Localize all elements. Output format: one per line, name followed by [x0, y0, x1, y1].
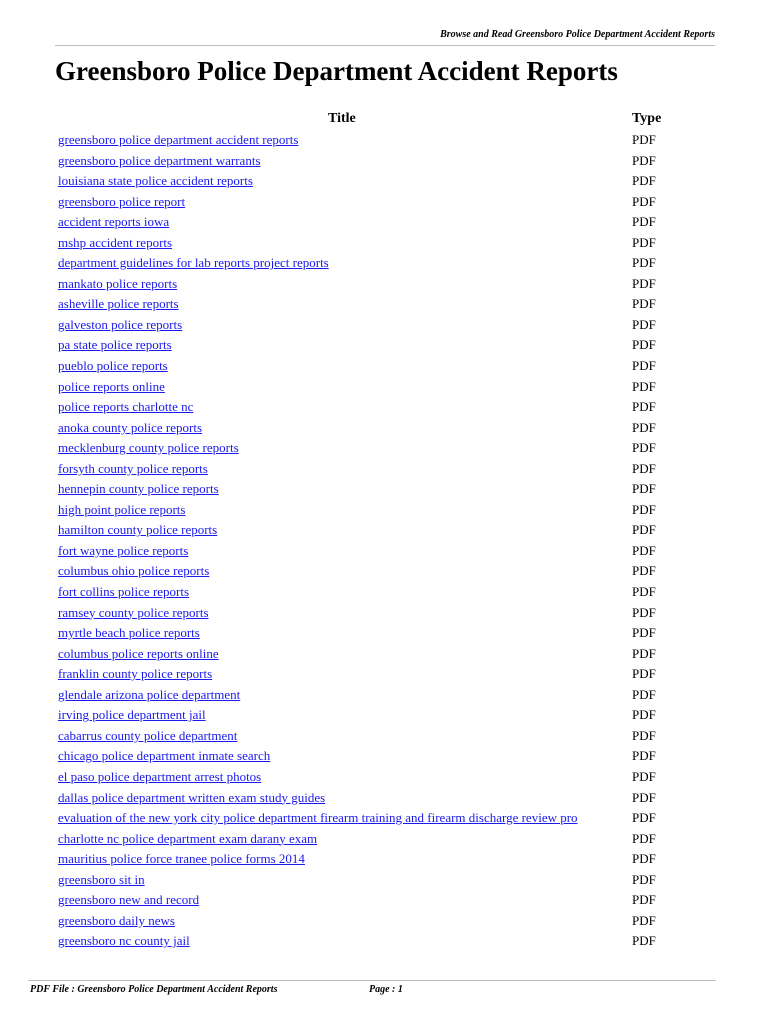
- table-row: [58, 726, 718, 747]
- document-link[interactable]: pueblo police reports: [58, 358, 168, 374]
- table-row: [58, 623, 718, 644]
- table-row: [58, 377, 718, 398]
- table-row: [58, 767, 718, 788]
- document-title: Greensboro Police Department Accident Reports: [55, 56, 618, 86]
- file-type-label: PDF: [632, 933, 656, 949]
- document-link[interactable]: greensboro police department warrants: [58, 152, 261, 168]
- document-link[interactable]: anoka county police reports: [58, 419, 203, 435]
- table-row: [58, 130, 718, 151]
- file-type-label: PDF: [632, 337, 656, 353]
- file-type-label: PDF: [632, 399, 656, 415]
- document-link[interactable]: mankato police reports: [58, 275, 178, 291]
- document-link[interactable]: ramsey county police reports: [58, 604, 209, 620]
- document-link[interactable]: myrtle beach police reports: [58, 625, 200, 641]
- file-type-label: PDF: [632, 686, 656, 702]
- table-row: [58, 644, 718, 665]
- table-row: [58, 500, 718, 521]
- document-list: [58, 130, 718, 952]
- footer-page-number: Page : 1: [369, 984, 403, 995]
- table-row: [58, 233, 718, 254]
- document-link[interactable]: greensboro police report: [58, 193, 186, 209]
- table-row: [58, 315, 718, 336]
- file-type-label: PDF: [632, 645, 656, 661]
- file-type-label: PDF: [632, 275, 656, 291]
- file-type-label: PDF: [632, 234, 656, 250]
- file-type-label: PDF: [632, 830, 656, 846]
- table-row: [58, 870, 718, 891]
- file-type-label: PDF: [632, 666, 656, 682]
- file-type-label: PDF: [632, 604, 656, 620]
- document-link[interactable]: evaluation of the new york city police department firearm training and firearm discharge review pro: [58, 810, 578, 826]
- file-type-label: PDF: [632, 132, 656, 147]
- document-link[interactable]: irving police department jail: [58, 707, 206, 723]
- file-type-label: PDF: [632, 522, 656, 538]
- file-type-label: PDF: [632, 892, 656, 908]
- table-row: [58, 438, 718, 459]
- file-type-label: PDF: [632, 542, 656, 558]
- document-link[interactable]: glendale arizona police department: [58, 686, 241, 702]
- table-row: [58, 829, 718, 850]
- table-row: [58, 335, 718, 356]
- document-link[interactable]: fort collins police reports: [58, 584, 190, 600]
- document-link[interactable]: pa state police reports: [58, 337, 172, 353]
- file-type-label: PDF: [632, 851, 656, 867]
- file-type-label: PDF: [632, 768, 656, 784]
- file-type-label: PDF: [632, 214, 656, 230]
- table-row: [58, 788, 718, 809]
- footer-file-label: PDF File : Greensboro Police Department Accident Reports: [30, 984, 278, 995]
- document-link[interactable]: el paso police department arrest photos: [58, 768, 262, 784]
- document-link[interactable]: police reports online: [58, 378, 165, 394]
- table-row: [58, 890, 718, 911]
- table-row: [58, 253, 718, 274]
- document-link[interactable]: dallas police department written exam study guides: [58, 789, 326, 805]
- document-link[interactable]: greensboro daily news: [58, 912, 175, 928]
- file-type-label: PDF: [632, 501, 656, 517]
- table-row: [58, 171, 718, 192]
- document-link[interactable]: high point police reports: [58, 501, 186, 517]
- table-row: [58, 911, 718, 932]
- document-link[interactable]: charlotte nc police department exam darany exam: [58, 830, 318, 846]
- file-type-label: PDF: [632, 707, 656, 723]
- table-row: [58, 274, 718, 295]
- table-row: [58, 603, 718, 624]
- file-type-label: PDF: [632, 748, 656, 764]
- document-link[interactable]: chicago police department inmate search: [58, 748, 271, 764]
- document-link[interactable]: mecklenburg county police reports: [58, 440, 239, 456]
- table-row: [58, 705, 718, 726]
- document-link[interactable]: louisiana state police accident reports: [58, 173, 253, 189]
- table-row: [58, 192, 718, 213]
- document-link[interactable]: columbus police reports online: [58, 645, 219, 661]
- table-row: [58, 664, 718, 685]
- table-row: [58, 520, 718, 541]
- table-row: [58, 418, 718, 439]
- document-link[interactable]: hamilton county police reports: [58, 522, 218, 538]
- table-row: [58, 561, 718, 582]
- file-type-label: PDF: [632, 316, 656, 332]
- file-type-label: PDF: [632, 871, 656, 887]
- file-type-label: PDF: [632, 193, 656, 209]
- table-row: [58, 294, 718, 315]
- document-link[interactable]: franklin county police reports: [58, 666, 213, 682]
- table-row: [58, 931, 718, 952]
- file-type-label: PDF: [632, 481, 656, 497]
- table-row: [58, 397, 718, 418]
- column-header-title: Title: [328, 111, 356, 126]
- file-type-label: PDF: [632, 173, 656, 189]
- file-type-label: PDF: [632, 296, 656, 312]
- document-link[interactable]: department guidelines for lab reports project reports: [58, 255, 329, 271]
- table-row: [58, 479, 718, 500]
- document-link[interactable]: greensboro nc county jail: [58, 933, 190, 949]
- header-divider: [55, 45, 715, 46]
- table-row: [58, 459, 718, 480]
- file-type-label: PDF: [632, 789, 656, 805]
- document-link[interactable]: greensboro new and record: [58, 892, 200, 908]
- file-type-label: PDF: [632, 460, 656, 476]
- document-link[interactable]: accident reports iowa: [58, 214, 170, 230]
- column-header-type: Type: [632, 111, 662, 126]
- table-row: [58, 685, 718, 706]
- document-link[interactable]: hennepin county police reports: [58, 481, 219, 497]
- document-link[interactable]: greensboro police department accident reports: [58, 132, 299, 147]
- file-type-label: PDF: [632, 912, 656, 928]
- document-link[interactable]: galveston police reports: [58, 316, 183, 332]
- table-row: [58, 356, 718, 377]
- file-type-label: PDF: [632, 255, 656, 271]
- table-row: [58, 582, 718, 603]
- table-row: [58, 151, 718, 172]
- document-link[interactable]: mshp accident reports: [58, 234, 173, 250]
- file-type-label: PDF: [632, 378, 656, 394]
- table-row: [58, 849, 718, 870]
- file-type-label: PDF: [632, 727, 656, 743]
- file-type-label: PDF: [632, 563, 656, 579]
- document-link[interactable]: forsyth county police reports: [58, 460, 208, 476]
- file-type-label: PDF: [632, 358, 656, 374]
- file-type-label: PDF: [632, 810, 656, 826]
- document-link[interactable]: asheville police reports: [58, 296, 179, 312]
- file-type-label: PDF: [632, 440, 656, 456]
- document-link[interactable]: greensboro sit in: [58, 871, 145, 887]
- file-type-label: PDF: [632, 625, 656, 641]
- table-row: [58, 541, 718, 562]
- document-link[interactable]: columbus ohio police reports: [58, 563, 210, 579]
- document-link[interactable]: fort wayne police reports: [58, 542, 189, 558]
- table-row: [58, 746, 718, 767]
- footer-divider: [28, 980, 716, 981]
- document-link[interactable]: cabarrus county police department: [58, 727, 238, 743]
- table-row: [58, 808, 718, 829]
- file-type-label: PDF: [632, 152, 656, 168]
- file-type-label: PDF: [632, 584, 656, 600]
- document-link[interactable]: police reports charlotte nc: [58, 399, 194, 415]
- page-header: Browse and Read Greensboro Police Department Accident Reports: [440, 29, 715, 40]
- document-link[interactable]: mauritius police force tranee police forms 2014: [58, 851, 305, 867]
- file-type-label: PDF: [632, 419, 656, 435]
- table-row: [58, 212, 718, 233]
